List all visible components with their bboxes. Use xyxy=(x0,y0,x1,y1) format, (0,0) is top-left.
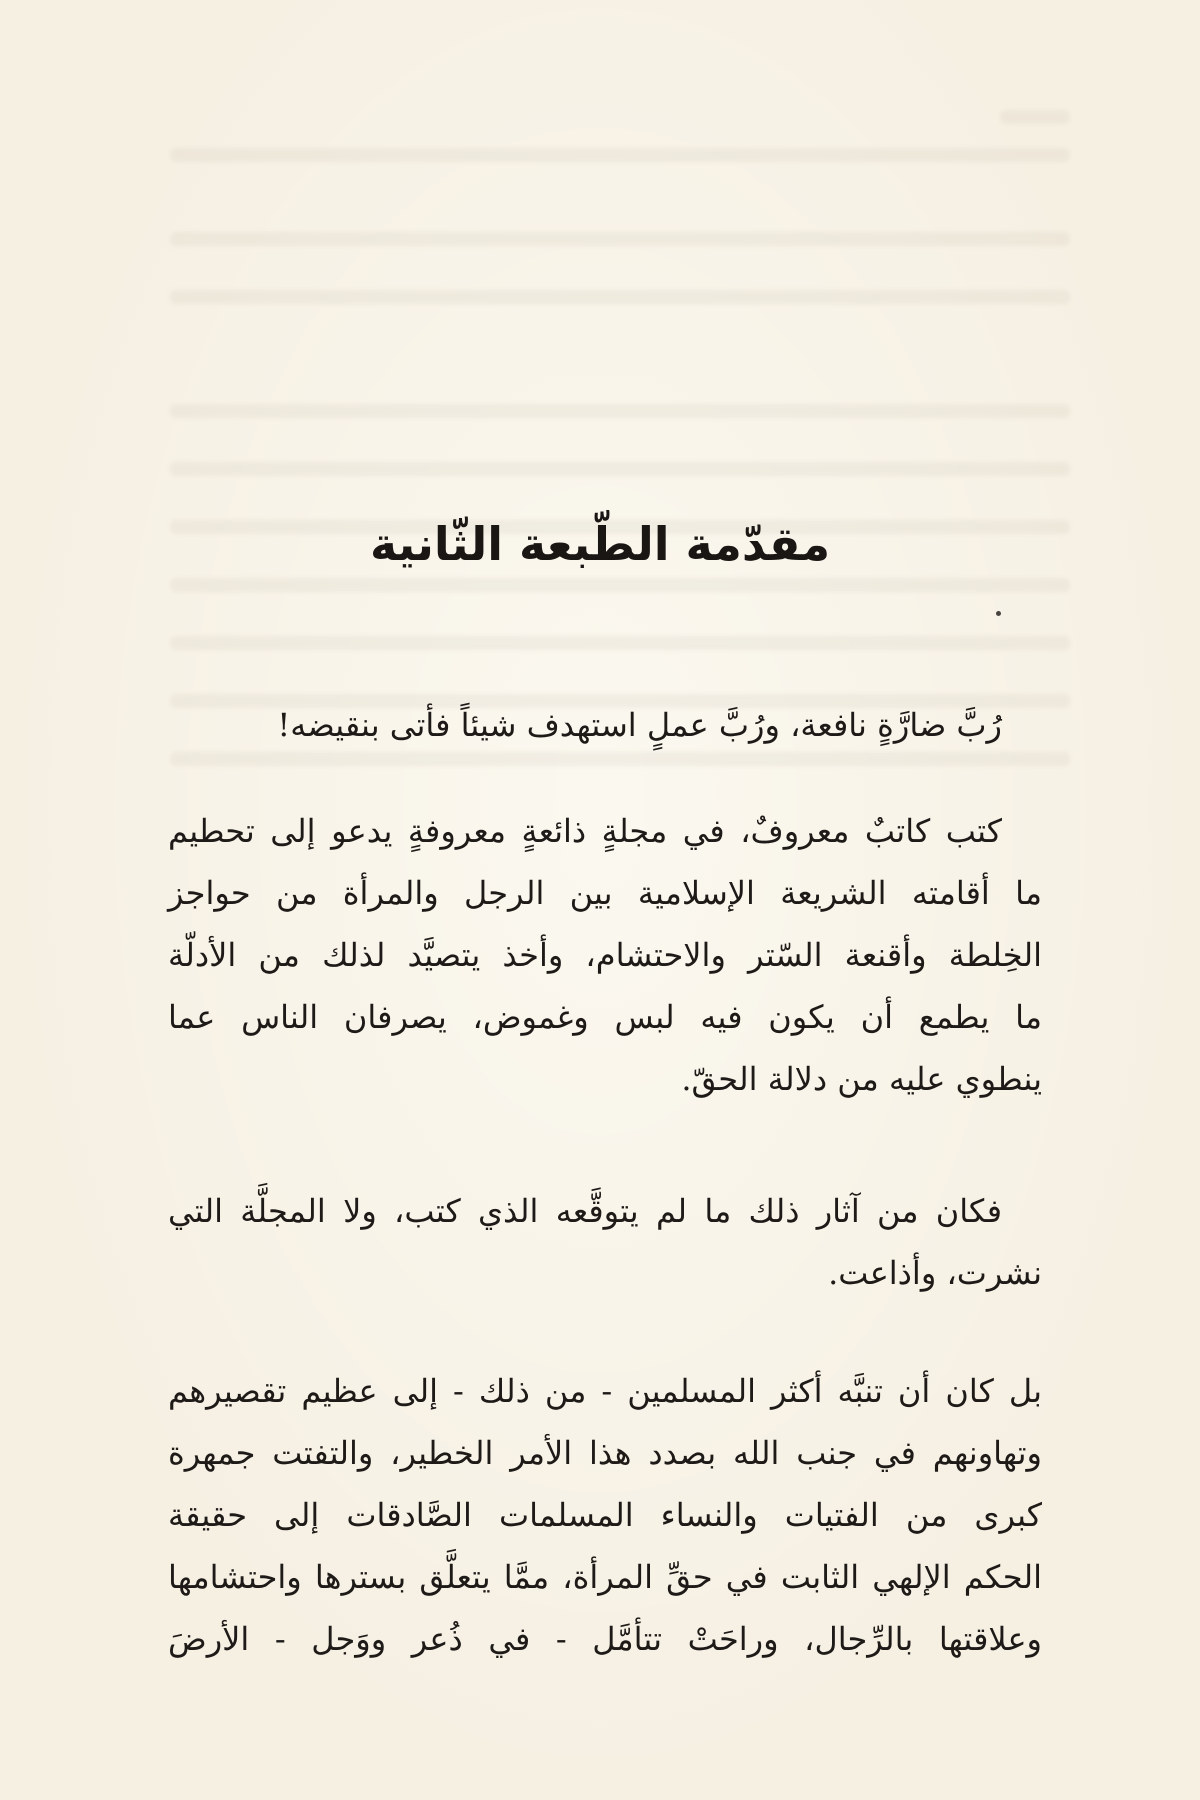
paragraph-4 xyxy=(168,1360,1042,1670)
text-line: ينطوي عليه من دلالة الحقّ. xyxy=(681,1060,1042,1098)
paragraph-3 xyxy=(168,1180,1042,1304)
ink-speck xyxy=(996,611,1001,616)
text-line: ما أقامته الشريعة الإسلامية بين الرجل والمرأة من حواجز xyxy=(168,874,1042,912)
bleed-through-line xyxy=(1000,110,1070,124)
text-line: نشرت، وأذاعت. xyxy=(828,1254,1042,1292)
text-line: كتب كاتبٌ معروفٌ، في مجلةٍ ذائعةٍ معروفةٍ يدعو إلى تحطيم xyxy=(168,812,1002,850)
bleed-through-line xyxy=(170,232,1070,246)
text-line: بل كان أن تنبَّه أكثر المسلمين - من ذلك - إلى عظيم تقصيرهم xyxy=(168,1372,1042,1410)
text-line: وتهاونهم في جنب الله بصدد هذا الأمر الخطير، والتفتت جمهرة xyxy=(168,1434,1043,1472)
bleed-through-line xyxy=(170,148,1070,162)
text-line: رُبَّ ضارَّةٍ نافعة، ورُبَّ عملٍ استهدف شيئاً فأتى بنقيضه! xyxy=(277,706,1002,744)
paragraph-2 xyxy=(168,800,1042,1110)
text-line: فكان من آثار ذلك ما لم يتوقَّعه الذي كتب، ولا المجلَّة التي xyxy=(168,1192,1002,1230)
text-line: ما يطمع أن يكون فيه لبس وغموض، يصرفان الناس عما xyxy=(168,998,1042,1036)
bleed-through-line xyxy=(170,462,1070,476)
bleed-through-line xyxy=(170,636,1070,650)
page-title: مقدّمة الطّبعة الثّانية xyxy=(369,516,831,571)
bleed-through-line xyxy=(170,290,1070,304)
text-line: كبرى من الفتيات والنساء المسلمات الصَّادقات إلى حقيقة xyxy=(168,1496,1042,1534)
bleed-through-line xyxy=(170,578,1070,592)
text-line: الحكم الإلهي الثابت في حقِّ المرأة، ممَّا يتعلَّق بسترها واحتشامها xyxy=(168,1558,1043,1596)
paragraph-1 xyxy=(168,694,1042,756)
text-line: الخِلطة وأقنعة السّتر والاحتشام، وأخذ يتصيَّد لذلك من الأدلّة xyxy=(168,936,1042,974)
bleed-through-line xyxy=(170,404,1070,418)
text-line: وعلاقتها بالرِّجال، وراحَتْ تتأمَّل - في ذُعر ووَجل - الأرضَ xyxy=(168,1620,1042,1658)
